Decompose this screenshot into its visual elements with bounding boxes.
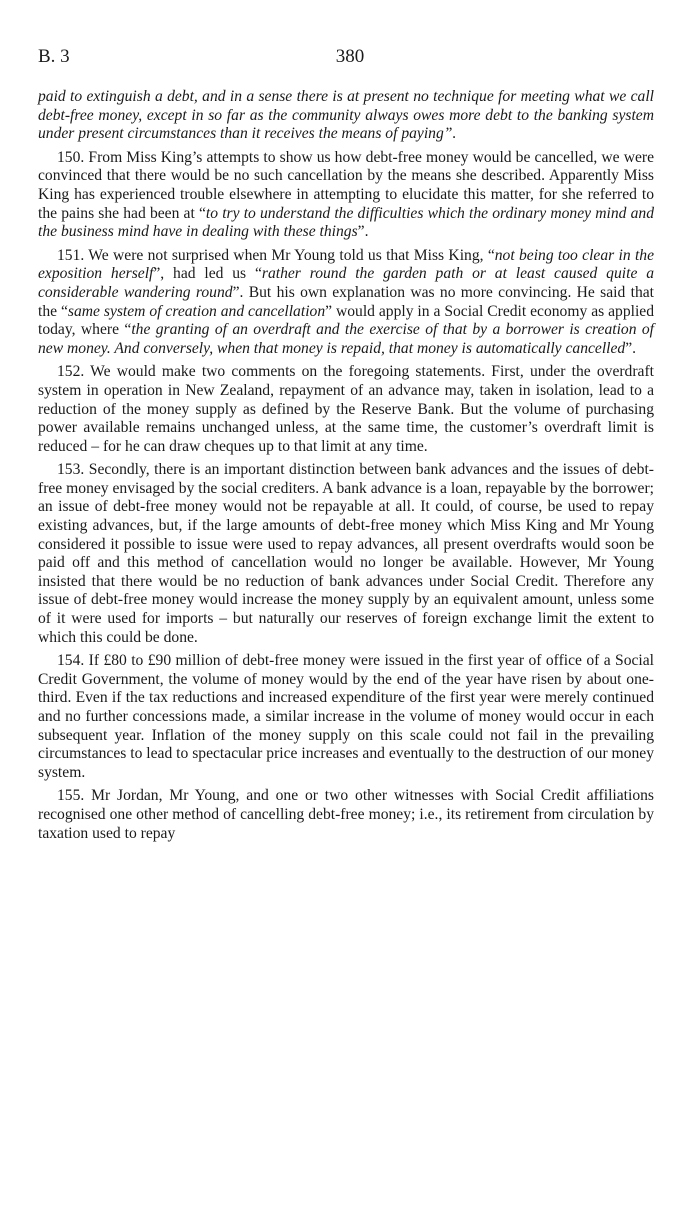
page-header bbox=[38, 46, 662, 70]
text-segment: the granting of an overdraft and the exercise of that by a borrower is creation of new money. And conversely, when that money is repaid, that money is automatically cancelled bbox=[38, 321, 655, 357]
text-segment: ” would apply in a Social Credit economy as applied today, where “ bbox=[38, 302, 655, 339]
text-segment: 155. Mr Jordan, Mr Young, and one or two other witnesses with Social Credit affiliations recognised one other method of cancelling debt-free money; i.e., its retirement from circulation by taxation used to repay bbox=[38, 787, 654, 842]
paragraph-152 bbox=[38, 363, 654, 456]
text-segment: ”. bbox=[625, 339, 637, 357]
document-reference: B. 3 bbox=[38, 46, 70, 67]
paragraph-153 bbox=[38, 461, 654, 647]
page-number: 380 bbox=[335, 46, 365, 67]
paragraph-continuation bbox=[38, 88, 654, 144]
text-segment: same system of creation and cancellation bbox=[67, 302, 326, 320]
text-segment: rather round the garden path or at least caused quite a considerable wandering round bbox=[38, 265, 654, 301]
paragraph-155 bbox=[38, 787, 654, 843]
text-segment: to try to understand the difficulties which the ordinary money mind and the business mind have in dealing with these things bbox=[38, 204, 654, 241]
text-segment: 151. We were not surprised when Mr Young told us that Miss King, “ bbox=[57, 246, 495, 264]
paragraph-151 bbox=[38, 247, 654, 359]
text-segment: ”. But his own explanation was no more convincing. He said that the “ bbox=[38, 283, 654, 320]
text-segment: 152. We would make two comments on the foregoing statements. First, under the overdraft system in operation in New Zealand, repayment of an advance may, taken in isolation, lead to a reduction of the money supply as defined by the Reserve Bank. But the volume of purchasing power available remains unchanged unless, at the same time, the customer’s overdraft limit is reduced – for he can draw cheques up to that limit at any time. bbox=[38, 363, 654, 455]
paragraph-154 bbox=[38, 652, 654, 782]
text-segment: 150. From Miss King’s attempts to show us how debt-free money would be cancelled, we were convinced that there would be no such cancellation by the means she described. Apparently Miss King has experienced trouble elsewhere in attempting to elucidate this matter, for she referred to the pains she had been at “ bbox=[38, 148, 654, 222]
text-segment: not being too clear in the exposition herself bbox=[38, 246, 654, 283]
text-segment: 153. Secondly, there is an important distinction between bank advances and the issues of debt-free money envisaged by the social crediters. A bank advance is a loan, repayable by the borrower; an issue of debt-free money would not be repayable at all. It could, of course, be used to repay existing advances, but, if the large amounts of debt-free money which Miss King and Mr Young considered it possible to issue were used to repay advances, all present overdrafts would soon be paid off and this method of cancellation would no longer be available. However, Mr Young insisted that there would be no reduction of bank advances under Social Credit. Therefore any issue of debt-free money would increase the money supply by an equivalent amount, unless some of it were used for imports – but naturally our reserves of foreign exchange limit the extent to which this could be done. bbox=[38, 461, 654, 646]
text-segment: ”, had led us “ bbox=[153, 265, 262, 283]
text-segment: ”. bbox=[357, 223, 369, 241]
text-segment: 154. If £80 to £90 million of debt-free money were issued in the first year of office of a Social Credit Government, the volume of money would by the end of the year have risen by about one-third. Even if the tax reductions and increased expenditure of the first year were merely continued and no further concessions made, a similar increase in the volume of money would occur in each subsequent year. Inflation of the money supply on this scale could not fail in the prevailing circumstances to lead to spectacular price increases and eventually to the destruction of our money system. bbox=[38, 652, 654, 781]
text-segment: paid to extinguish a debt, and in a sense there is at present no technique for meeting what we call debt-free money, except in so far as the community always owes more debt to the banking system under present circumstances than it receives the means of paying”. bbox=[38, 88, 654, 143]
paragraph-150 bbox=[38, 149, 654, 242]
body-text bbox=[38, 88, 654, 848]
